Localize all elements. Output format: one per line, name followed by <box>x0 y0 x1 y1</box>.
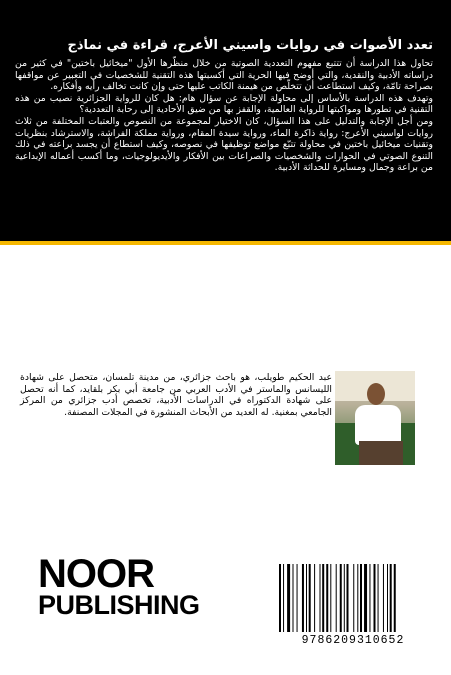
publisher-logo-publishing: PUBLISHING <box>38 590 200 620</box>
back-cover-blurb-panel <box>0 0 451 241</box>
blurb-paragraph: تحاول هذا الدراسة أن تتتبع مفهوم التعددية الصوتية من خلال منظّرها الأول "ميخائيل باختين" في كثير من دراساته الأدبية والنقدية، والتي أوضح فيها الحرية التي أكسبتها هذه التقنية للشخصيات في التعبير عن مواقفها بصراحة تامّة، وكيف استطاعت أن تتخلّص من هيمنة الكاتب عليها حتى وإن كانت تخالف رأيه وأفكاره. <box>15 58 433 93</box>
author-photo <box>335 371 415 465</box>
publisher-logo-noor: NOOR <box>38 552 154 596</box>
barcode-bars <box>279 564 429 632</box>
accent-divider <box>0 241 451 245</box>
isbn-number: 9786209310652 <box>301 634 405 647</box>
author-bio: عبد الحكيم طويلب، هو باحث جزائري، من مدينة تلمسان، متحصل على شهادة الليسانس والماستر في الأدب العربي من جامعة أبي بكر بلقايد، كما أنه تحصل على شهادة الدكتوراه في الدراسات الأدبية، تخصص أدب جزائري من المركز الجامعي بمغنية. له العديد من الأبحاث المنشورة في المجلات المصنفة. <box>20 372 332 418</box>
book-blurb <box>15 58 433 174</box>
blurb-paragraph: وتهدف هذه الدراسة بالأساس إلى محاولة الإجابة عن سؤال هام: هل كان للرواية الجزائرية نصيب من هذه التقنية في تطورها ومواكبتها للرواية العالمية، والقفز بها من ضيق الأحادية إلى رحابة التعددية؟ <box>15 92 433 116</box>
isbn-barcode <box>271 560 435 656</box>
book-title: تعدد الأصوات في روايات واسيني الأعرج، قراءة في نماذج <box>67 38 433 53</box>
blurb-paragraph: ومن أجل الإجابة والتدليل على هذا السؤال، كان الاختيار لمجموعة من النصوص والعتبات المختلفة من ثلاث روايات لواسيني الأعرج: رواية ذاكرة الماء، ورواية سيدة المقام، ورواية مملكة الفراشة، والاسترشاد بنظريات وتقنيات ميخائيل باختين في محاولة تتبّع مواضع توظيفها في نصوصه، وكيف استطاع أن يجسد براعته في ذلك التنوع الصوتي في الحوارات والشخصيات والصراعات بين الأفكار والأيديولوجيات، وما أكسب أعماله الإبداعية من براعة وجمال ومسايرة للحداثة الأدبية. <box>15 115 433 174</box>
